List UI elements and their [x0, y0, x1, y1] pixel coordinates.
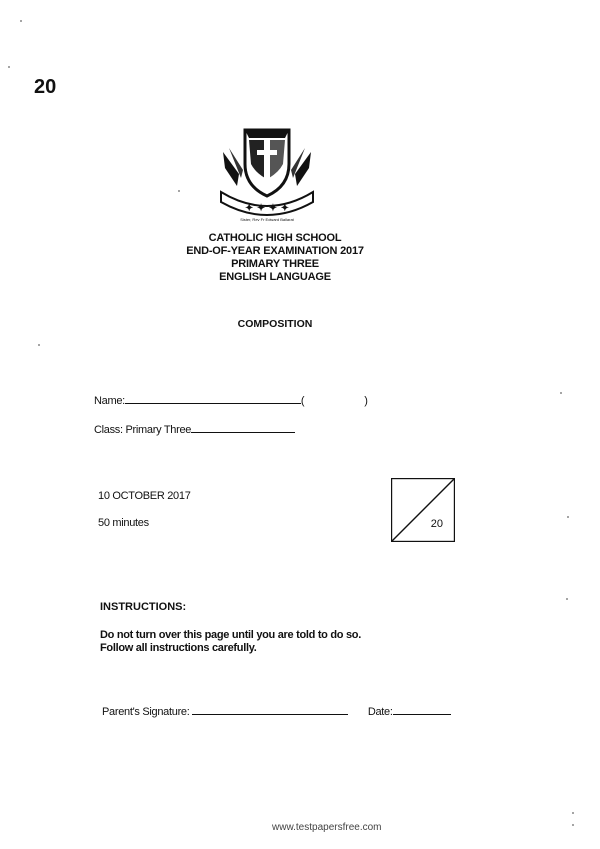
footer-url: www.testpapersfree.com — [272, 822, 382, 833]
scan-speck — [572, 824, 574, 826]
exam-duration: 50 minutes — [98, 517, 149, 529]
exam-title: END-OF-YEAR EXAMINATION 2017 — [186, 245, 364, 257]
name-field[interactable] — [125, 392, 301, 404]
parent-signature-field[interactable] — [192, 703, 348, 715]
date-label: Date: — [367, 706, 393, 718]
exam-header — [150, 232, 400, 284]
scan-speck — [566, 598, 568, 600]
class-label: Class: Primary Three — [94, 424, 192, 436]
instructions-title: INSTRUCTIONS: — [100, 601, 187, 613]
subject: ENGLISH LANGUAGE — [219, 271, 331, 283]
scan-speck — [38, 344, 40, 346]
class-field[interactable] — [191, 421, 295, 433]
index-paren-open: ( — [300, 395, 305, 407]
school-name: CATHOLIC HIGH SCHOOL — [208, 232, 342, 244]
scan-speck — [178, 190, 180, 192]
scan-speck — [560, 392, 562, 394]
scan-speck — [20, 20, 22, 22]
index-paren-close: ) — [364, 395, 368, 407]
section-title: COMPOSITION — [237, 318, 313, 330]
parent-signature-label: Parent's Signature: — [102, 706, 190, 718]
date-field[interactable] — [393, 703, 451, 715]
instruction-line: Do not turn over this page until you are told to do so. — [100, 629, 361, 641]
score-box — [391, 478, 455, 542]
class-row — [94, 421, 295, 436]
page-number: 20 — [34, 76, 57, 98]
exam-date: 10 OCTOBER 2017 — [98, 490, 191, 502]
signature-row — [102, 703, 451, 718]
scan-speck — [8, 66, 10, 68]
instruction-line: Follow all instructions carefully. — [100, 642, 257, 654]
total-marks: 20 — [430, 518, 443, 530]
instructions-text — [100, 629, 361, 655]
level: PRIMARY THREE — [231, 258, 319, 270]
name-row — [94, 392, 368, 407]
crest-motto: Sister, Rev Fr Edward Ballarat — [240, 217, 294, 222]
scan-speck — [572, 812, 574, 814]
school-crest-icon — [215, 124, 319, 224]
svg-text:✦ ✦ ✦ ✦: ✦ ✦ ✦ ✦ — [245, 203, 289, 214]
scan-speck — [567, 516, 569, 518]
name-label: Name: — [94, 395, 125, 407]
